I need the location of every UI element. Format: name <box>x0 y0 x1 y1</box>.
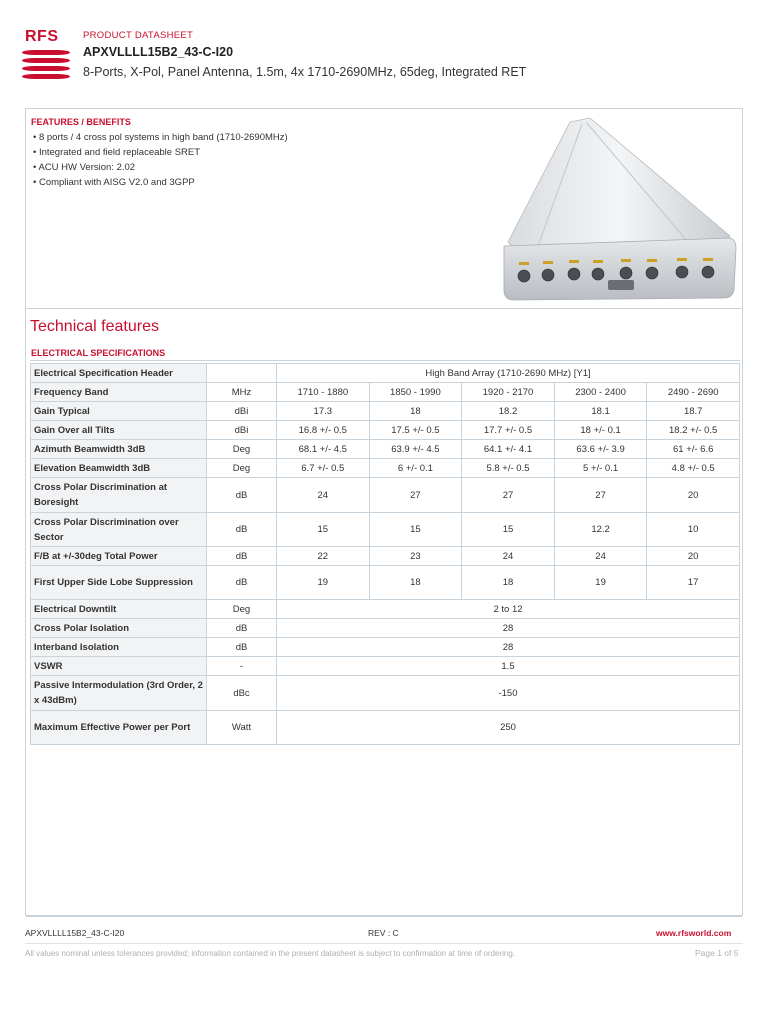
value-cell: 1710 - 1880 <box>277 383 370 402</box>
param-cell: Cross Polar Isolation <box>31 619 207 638</box>
features-list <box>33 130 288 190</box>
value-cell: 61 +/- 6.6 <box>647 440 740 459</box>
value-cell: 22 <box>277 547 370 566</box>
value-cell: 18 +/- 0.1 <box>554 421 647 440</box>
value-cell: 6.7 +/- 0.5 <box>277 459 370 478</box>
rfs-logo <box>22 28 72 82</box>
value-cell: 10 <box>647 513 740 547</box>
value-cell: 18 <box>369 402 462 421</box>
table-row <box>31 364 740 383</box>
table-row <box>31 421 740 440</box>
electrical-specs-rule <box>30 360 740 361</box>
param-cell: Azimuth Beamwidth 3dB <box>31 440 207 459</box>
value-cell: 16.8 +/- 0.5 <box>277 421 370 440</box>
param-cell: Elevation Beamwidth 3dB <box>31 459 207 478</box>
value-cell: 28 <box>277 638 740 657</box>
value-cell: 23 <box>369 547 462 566</box>
param-cell: Cross Polar Discrimination at Boresight <box>31 478 207 513</box>
value-cell: 250 <box>277 711 740 745</box>
value-cell: 24 <box>462 547 555 566</box>
footer-revision: REV : C <box>368 928 399 938</box>
value-cell: 15 <box>277 513 370 547</box>
value-cell: 18.1 <box>554 402 647 421</box>
param-cell: Electrical Downtilt <box>31 600 207 619</box>
value-cell: 63.6 +/- 3.9 <box>554 440 647 459</box>
table-row <box>31 440 740 459</box>
unit-cell: dB <box>207 513 277 547</box>
footer-rule <box>25 943 743 944</box>
feature-item: • 8 ports / 4 cross pol systems in high band (1710-2690MHz) <box>33 132 288 143</box>
value-cell: 17.5 +/- 0.5 <box>369 421 462 440</box>
value-cell: 28 <box>277 619 740 638</box>
value-cell: 1920 - 2170 <box>462 383 555 402</box>
disclaimer-text: All values nominal unless tolerances provided; information contained in the present datasheet is subject to confirmation at time of ordering. <box>25 949 516 958</box>
table-row <box>31 383 740 402</box>
unit-cell: - <box>207 657 277 676</box>
table-row <box>31 619 740 638</box>
value-cell: 15 <box>369 513 462 547</box>
table-row <box>31 402 740 421</box>
logo-wave-2 <box>22 58 70 63</box>
value-cell: 64.1 +/- 4.1 <box>462 440 555 459</box>
value-cell: 17.7 +/- 0.5 <box>462 421 555 440</box>
unit-cell: MHz <box>207 383 277 402</box>
param-cell: Gain Over all Tilts <box>31 421 207 440</box>
value-cell: 27 <box>462 478 555 513</box>
feature-item: • Integrated and field replaceable SRET <box>33 147 201 158</box>
unit-cell <box>207 364 277 383</box>
param-cell: Frequency Band <box>31 383 207 402</box>
product-subtitle: 8-Ports, X-Pol, Panel Antenna, 1.5m, 4x 1710-2690MHz, 65deg, Integrated RET <box>83 65 527 79</box>
param-cell: Cross Polar Discrimination over Sector <box>31 513 207 547</box>
page-header <box>22 28 752 88</box>
value-cell: 27 <box>369 478 462 513</box>
table-row <box>31 566 740 600</box>
value-cell: 6 +/- 0.1 <box>369 459 462 478</box>
table-row <box>31 513 740 547</box>
table-row <box>31 600 740 619</box>
feature-item: • Compliant with AISG V2.0 and 3GPP <box>33 177 195 188</box>
page-number: Page 1 of 5 <box>695 948 739 958</box>
value-cell: 2 to 12 <box>277 600 740 619</box>
website-link[interactable]: www.rfsworld.com <box>656 928 732 938</box>
unit-cell: dB <box>207 478 277 513</box>
table-row <box>31 547 740 566</box>
param-cell: Electrical Specification Header <box>31 364 207 383</box>
table-row <box>31 459 740 478</box>
section-divider <box>26 308 742 309</box>
value-cell: 17 <box>647 566 740 600</box>
table-row <box>31 478 740 513</box>
unit-cell: dBi <box>207 402 277 421</box>
feature-item: • ACU HW Version: 2.02 <box>33 162 136 173</box>
features-title: FEATURES / BENEFITS <box>31 117 131 127</box>
value-cell: 68.1 +/- 4.5 <box>277 440 370 459</box>
param-cell: Maximum Effective Power per Port <box>31 711 207 745</box>
electrical-spec-table <box>30 363 740 745</box>
unit-cell: Watt <box>207 711 277 745</box>
value-cell: 5 +/- 0.1 <box>554 459 647 478</box>
table-row <box>31 657 740 676</box>
antenna-product-image <box>498 114 738 304</box>
unit-cell: dB <box>207 547 277 566</box>
unit-cell: dB <box>207 619 277 638</box>
unit-cell: dBi <box>207 421 277 440</box>
footer-model: APXVLLLL15B2_43-C-I20 <box>25 928 125 938</box>
param-cell: Interband Isolation <box>31 638 207 657</box>
value-cell: 18 <box>369 566 462 600</box>
value-cell: 17.3 <box>277 402 370 421</box>
param-cell: F/B at +/-30deg Total Power <box>31 547 207 566</box>
value-cell: 2490 - 2690 <box>647 383 740 402</box>
value-cell: 1850 - 1990 <box>369 383 462 402</box>
value-cell: 4.8 +/- 0.5 <box>647 459 740 478</box>
unit-cell: dBc <box>207 676 277 711</box>
unit-cell: dB <box>207 566 277 600</box>
value-cell: 19 <box>277 566 370 600</box>
footer-divider <box>26 916 742 917</box>
table-row <box>31 676 740 711</box>
value-cell: 18.2 +/- 0.5 <box>647 421 740 440</box>
value-cell: 5.8 +/- 0.5 <box>462 459 555 478</box>
value-cell: 18 <box>462 566 555 600</box>
unit-cell: Deg <box>207 600 277 619</box>
param-cell: Gain Typical <box>31 402 207 421</box>
value-cell: 27 <box>554 478 647 513</box>
param-cell: First Upper Side Lobe Suppression <box>31 566 207 600</box>
value-cell: 1.5 <box>277 657 740 676</box>
logo-wave-1 <box>22 50 70 55</box>
value-cell: 19 <box>554 566 647 600</box>
logo-text: RFS <box>25 28 59 45</box>
value-cell: 2300 - 2400 <box>554 383 647 402</box>
table-row <box>31 638 740 657</box>
value-cell: -150 <box>277 676 740 711</box>
value-cell: 20 <box>647 547 740 566</box>
value-cell: 18.2 <box>462 402 555 421</box>
technical-features-title: Technical features <box>30 318 159 335</box>
value-cell: 15 <box>462 513 555 547</box>
electrical-specs-title: ELECTRICAL SPECIFICATIONS <box>31 348 166 358</box>
param-cell: Passive Intermodulation (3rd Order, 2 x 43dBm) <box>31 676 207 711</box>
unit-cell: Deg <box>207 440 277 459</box>
logo-wave-3 <box>22 66 70 71</box>
logo-wave-4 <box>22 74 70 79</box>
value-cell: 63.9 +/- 4.5 <box>369 440 462 459</box>
value-cell: 18.7 <box>647 402 740 421</box>
doc-type: PRODUCT DATASHEET <box>83 30 194 41</box>
param-cell: VSWR <box>31 657 207 676</box>
value-cell: 24 <box>554 547 647 566</box>
band-header-cell: High Band Array (1710-2690 MHz) [Y1] <box>277 364 740 383</box>
unit-cell: Deg <box>207 459 277 478</box>
value-cell: 24 <box>277 478 370 513</box>
unit-cell: dB <box>207 638 277 657</box>
product-model: APXVLLLL15B2_43-C-I20 <box>83 45 234 59</box>
value-cell: 20 <box>647 478 740 513</box>
value-cell: 12.2 <box>554 513 647 547</box>
table-row <box>31 711 740 745</box>
